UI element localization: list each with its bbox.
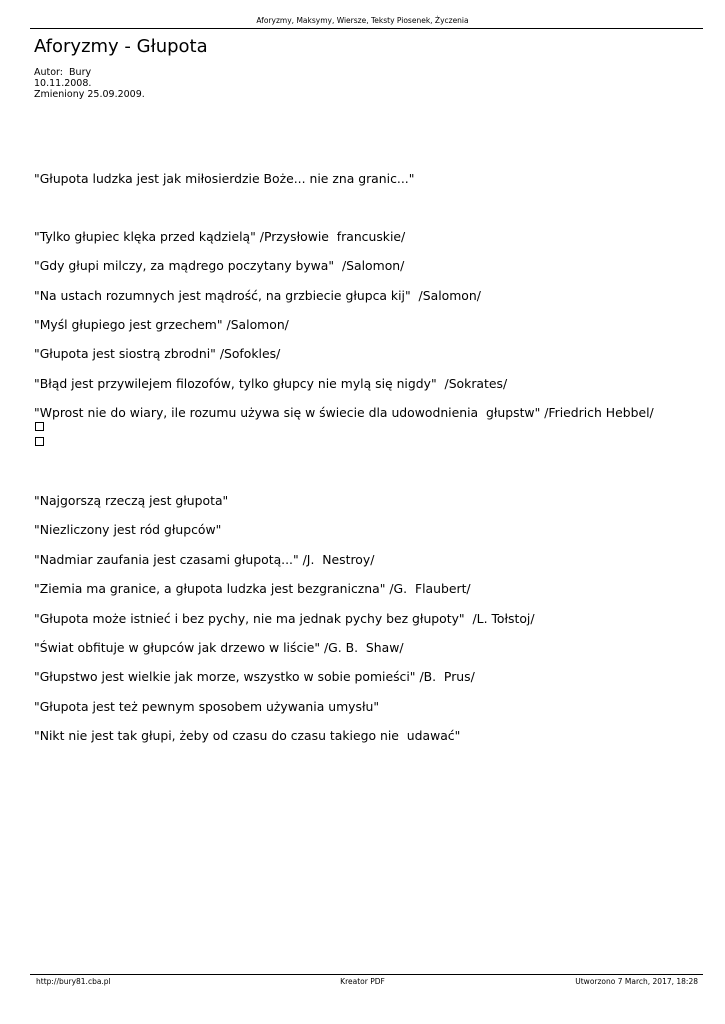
missing-glyph-box [35, 422, 44, 431]
quote: "Nadmiar zaufania jest czasami głupotą..." /J. Nestroy/ [34, 552, 375, 567]
quote: "Błąd jest przywilejem filozofów, tylko głupcy nie mylą się nigdy" /Sokrates/ [34, 376, 508, 391]
quote: "Głupota ludzka jest jak miłosierdzie Boże... nie zna granic..." [34, 171, 415, 186]
quote: "Gdy głupi milczy, za mądrego poczytany bywa" /Salomon/ [34, 258, 405, 273]
quote: "Na ustach rozumnych jest mądrość, na grzbiecie głupca kij" /Salomon/ [34, 288, 481, 303]
quote: "Tylko głupiec klęka przed kądzielą" /Przysłowie francuskie/ [34, 229, 406, 244]
author-line: Autor: Bury [34, 67, 92, 78]
footer-generator: Kreator PDF [340, 977, 385, 986]
quote: "Głupota jest siostrą zbrodni" /Sofokles/ [34, 346, 281, 361]
quote: "Wprost nie do wiary, ile rozumu używa się w świecie dla udowodnienia głupstw" /Friedrich Hebbel/ [34, 405, 654, 420]
quote: "Nikt nie jest tak głupi, żeby od czasu do czasu takiego nie udawać" [34, 728, 461, 743]
footer-created-date: Utworzono 7 March, 2017, 18:28 [575, 977, 698, 986]
quote: "Ziemia ma granice, a głupota ludzka jest bezgraniczna" /G. Flaubert/ [34, 581, 471, 596]
quote: "Głupstwo jest wielkie jak morze, wszystko w sobie pomieści" /B. Prus/ [34, 669, 475, 684]
quote: "Niezliczony jest ród głupców" [34, 522, 222, 537]
page-title: Aforyzmy - Głupota [34, 36, 208, 57]
quote: "Najgorszą rzeczą jest głupota" [34, 493, 229, 508]
quote: "Myśl głupiego jest grzechem" /Salomon/ [34, 317, 289, 332]
missing-glyph-box [35, 437, 44, 446]
page-header-text: Aforyzmy, Maksymy, Wiersze, Teksty Piosenek, Życzenia [256, 16, 469, 25]
quote: "Świat obfituje w głupców jak drzewo w liście" /G. B. Shaw/ [34, 640, 404, 655]
quote: "Głupota może istnieć i bez pychy, nie ma jednak pychy bez głupoty" /L. Tołstoj/ [34, 611, 535, 626]
quote: "Głupota jest też pewnym sposobem używania umysłu" [34, 699, 380, 714]
footer-url[interactable]: http://bury81.cba.pl [36, 977, 111, 986]
header-divider [30, 28, 703, 29]
modified-line: Zmieniony 25.09.2009. [34, 89, 145, 100]
footer-divider [30, 974, 703, 975]
article-meta [34, 67, 145, 100]
date-line: 10.11.2008. [34, 78, 92, 89]
